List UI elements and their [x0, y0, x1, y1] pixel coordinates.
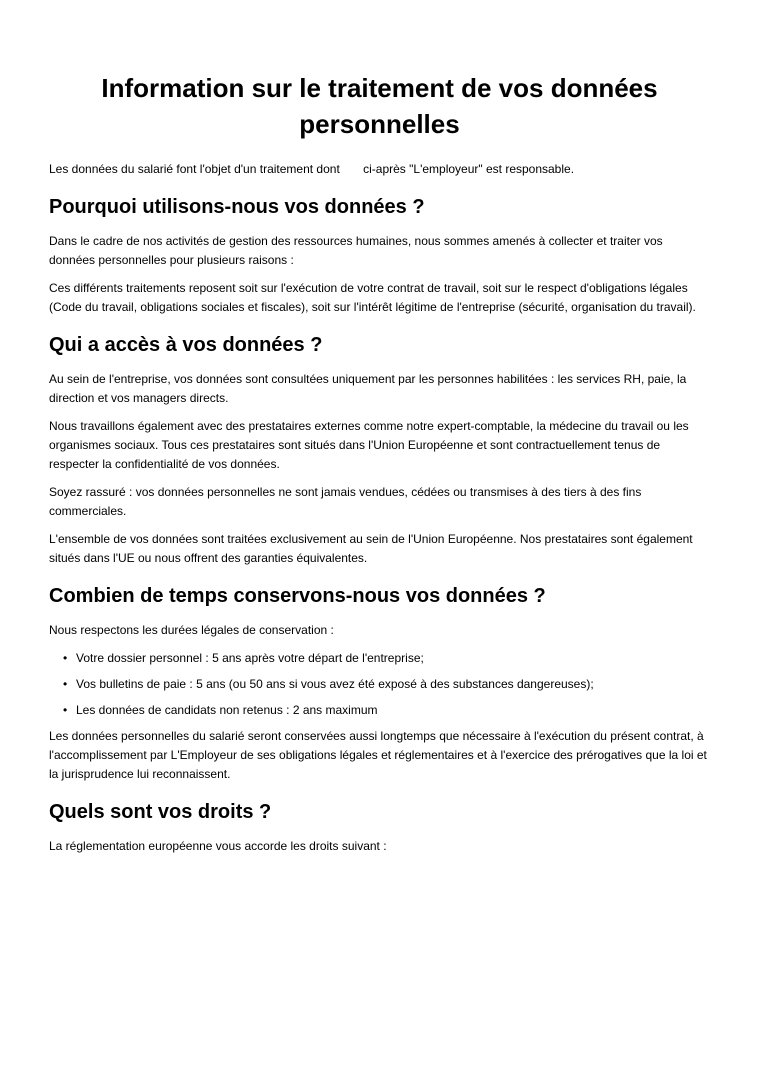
- section-access: [49, 332, 710, 568]
- paragraph: Nous respectons les durées légales de conservation :: [49, 623, 334, 637]
- paragraph: La réglementation européenne vous accorde les droits suivant :: [49, 839, 387, 853]
- intro-text: Les données du salarié font l'objet d'un traitement dont ci-après "L'employeur" est responsable.: [49, 162, 575, 176]
- section-heading-rights: Quels sont vos droits ?: [49, 801, 272, 823]
- section-heading-access: Qui a accès à vos données ?: [49, 334, 323, 356]
- list-item: • Vos bulletins de paie : 5 ans (ou 50 ans si vous avez été exposé à des substances dangereuses);: [76, 675, 710, 693]
- section-heading-purpose: Pourquoi utilisons-nous vos données ?: [49, 196, 425, 218]
- paragraph: Dans le cadre de nos activités de gestion des ressources humaines, nous sommes amenés à collecter et traiter vos données personnelles pour plusieurs raisons :: [49, 234, 663, 267]
- paragraph: Les données personnelles du salarié seront conservées aussi longtemps que nécessaire à l'exécution du présent contrat, à l'accomplissement par L'Employeur de ses obligations légales et réglementaires et à l'exercice des prérogatives que la loi et la jurisprudence lui reconnaissent.: [49, 729, 707, 781]
- paragraph: Ces différents traitements reposent soit sur l'exécution de votre contrat de travail, soit sur le respect d'obligations légales (Code du travail, obligations sociales et fiscales), soit sur l'intérêt légitime de l'entreprise (sécurité, organisation du travail).: [49, 281, 696, 314]
- paragraph: L'ensemble de vos données sont traitées exclusivement au sein de l'Union Européenne. Nos prestataires sont également situés dans l'UE ou nous offrent des garanties équivalentes.: [49, 532, 693, 565]
- paragraph: Soyez rassuré : vos données personnelles ne sont jamais vendues, cédées ou transmises à des tiers à des fins commerciales.: [49, 485, 642, 518]
- paragraph: Nous travaillons également avec des prestataires externes comme notre expert-comptable, la médecine du travail ou les organismes sociaux. Tous ces prestataires sont situés dans l'Union Européenne et sont contractuellement tenus de respecter la confidentialité de vos données.: [49, 419, 689, 471]
- section-purpose: [49, 194, 710, 317]
- list-item: • Votre dossier personnel : 5 ans après votre départ de l'entreprise;: [76, 649, 710, 667]
- paragraph: Au sein de l'entreprise, vos données sont consultées uniquement par les personnes habilitées : les services RH, paie, la direction et vos managers directs.: [49, 372, 687, 405]
- list-item: • Les données de candidats non retenus : 2 ans maximum: [76, 701, 710, 719]
- section-heading-retention: Combien de temps conservons-nous vos données ?: [49, 585, 546, 607]
- section-rights: [49, 799, 710, 856]
- section-retention: [49, 583, 710, 784]
- retention-list: [49, 649, 710, 719]
- document-title: Information sur le traitement de vos données personnelles: [101, 73, 658, 139]
